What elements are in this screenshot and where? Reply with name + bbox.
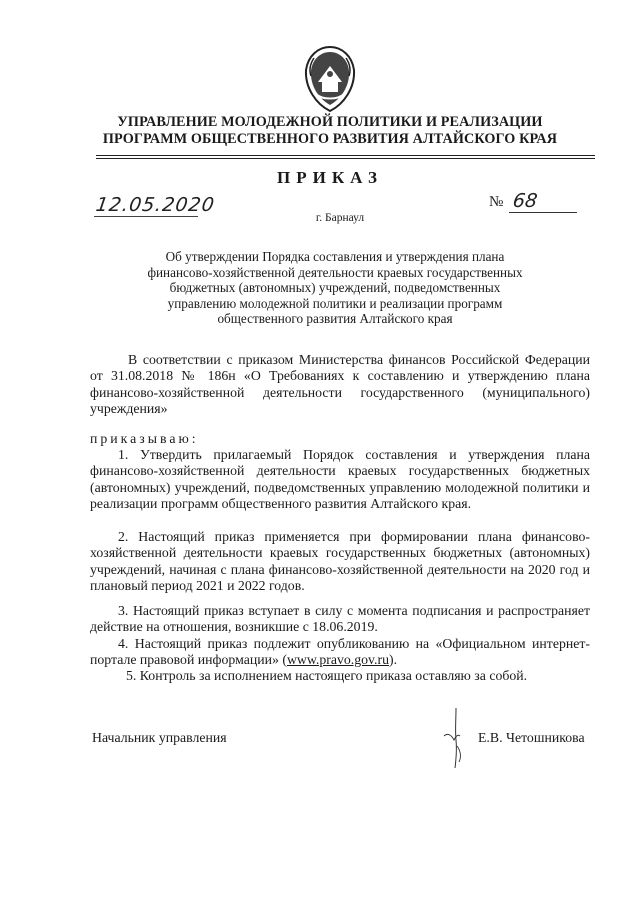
order-item-3: 3. Настоящий приказ вступает в силу с момента подписания и распространяет действие на отношения, возникшие с 18.06.2019. xyxy=(90,603,590,635)
document-title: ПРИКАЗ xyxy=(277,168,383,187)
organization-name xyxy=(90,114,570,148)
handwritten-signature-icon xyxy=(436,706,472,770)
number-sign: № xyxy=(489,194,504,210)
order-item-4-text: 4. Настоящий приказ подлежит опубликованию на «Официальном интернет-портале правовой информации» ( xyxy=(90,636,590,668)
date-underline xyxy=(94,216,198,217)
document-subject: Об утверждении Порядка составления и утверждения плана финансово-хозяйственной деятельности краевых государственных бюджетных (автономных) учреждений, подведомственных управлению молодежной политики и реализации программ общественного развития Алтайского края xyxy=(147,249,523,326)
order-item-4-end: ). xyxy=(389,652,398,668)
preamble-paragraph: В соответствии с приказом Министерства финансов Российской Федерации от 31.08.2018 № 186н «О Требованиях к составлению и утверждению плана финансово-хозяйственной деятельности государственного (муниципального) учреждения» xyxy=(90,352,590,417)
order-word: приказываю: xyxy=(90,431,199,446)
document-date: 12.05.2020 xyxy=(94,194,217,216)
header-divider-secondary xyxy=(96,158,595,159)
organization-line-1: УПРАВЛЕНИЕ МОЛОДЕЖНОЙ ПОЛИТИКИ И РЕАЛИЗАЦИИ xyxy=(117,114,543,130)
order-item-2: 2. Настоящий приказ применяется при формировании плана финансово-хозяйственной деятельности краевых государственных бюджетных (автономных) учреждений, начиная с плана финансово-хозяйственной деятельности на 2020 год и плановый период 2021 и 2022 годов. xyxy=(90,529,590,594)
signatory-role: Начальник управления xyxy=(92,730,227,745)
coat-of-arms-icon xyxy=(300,44,360,114)
order-item-4 xyxy=(90,636,590,669)
document-city: г. Барнаул xyxy=(315,212,365,224)
document-number: 68 xyxy=(511,190,539,212)
organization-line-2: ПРОГРАММ ОБЩЕСТВЕННОГО РАЗВИТИЯ АЛТАЙСКОГО КРАЯ xyxy=(102,131,558,147)
order-item-1: 1. Утвердить прилагаемый Порядок составления и утверждения плана финансово-хозяйственной деятельности краевых государственных бюджетных (автономных) учреждений, подведомственных управлению молодежной политики и реализации программ общественного развития Алтайского края. xyxy=(90,447,590,512)
pravo-gov-link[interactable]: www.pravo.gov.ru xyxy=(286,652,389,668)
number-underline xyxy=(509,212,577,213)
order-item-5: 5. Контроль за исполнением настоящего приказа оставляю за собой. xyxy=(126,668,528,683)
signatory-name: Е.В. Четошникова xyxy=(478,730,585,745)
header-divider xyxy=(96,155,595,156)
